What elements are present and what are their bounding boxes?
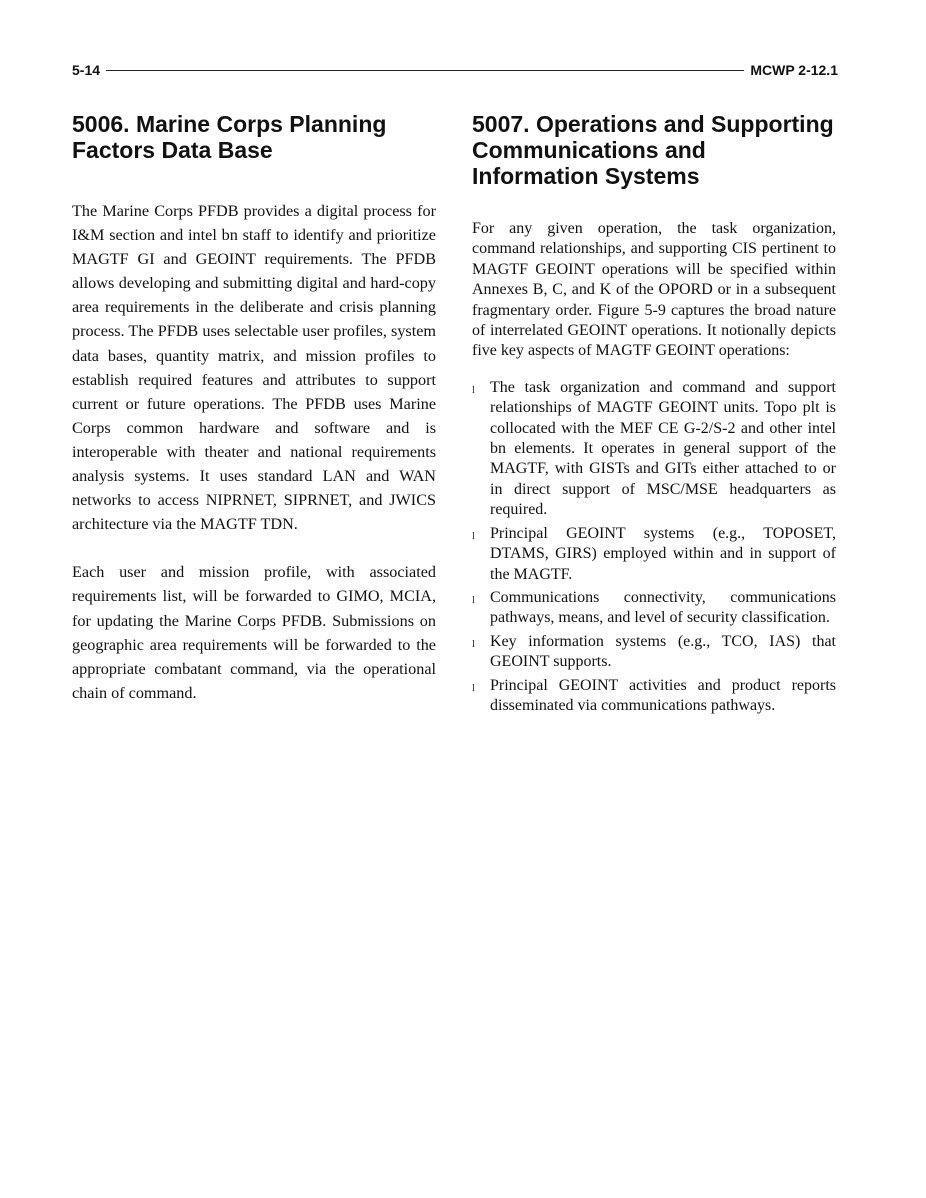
section-5006-heading: 5006. Marine Corps Planning Factors Data Base xyxy=(72,111,387,163)
list-item-text: Principal GEOINT activities and product reports disseminated via communications pathways. xyxy=(490,676,836,714)
list-item-text: The task organization and command and support relationships of MAGTF GEOINT units. Topo plt is collocated with the MEF CE G-2/S-2 and other intel bn elements. It operates in general support of the MAGTF, with GISTs and GITs either attached to or in direct support of MSC/MSE headquarters as required. xyxy=(490,378,836,519)
list-item xyxy=(472,676,836,717)
list-item-text: Principal GEOINT systems (e.g., TOPOSET, DTAMS, GIRS) employed within and in support of the MAGTF. xyxy=(490,524,836,583)
list-item xyxy=(472,632,836,673)
list-item-text: Communications connectivity, communications pathways, means, and level of security classification. xyxy=(490,588,836,627)
bullet-marker: l xyxy=(472,383,476,396)
bullet-marker: l xyxy=(472,681,476,694)
header-rule xyxy=(106,70,744,71)
section-5006-paragraph-2: Each user and mission profile, with associated requirements list, will be forwarded to GIMO, MCIA, for updating the Marine Corps PFDB. Submissions on geographic area requirements will be forwarded to the appropriate combatant command, via the operational chain of command. xyxy=(72,563,436,702)
list-item xyxy=(472,588,836,629)
bullet-marker: l xyxy=(472,593,476,606)
section-5006-paragraph-1: The Marine Corps PFDB provides a digital process for I&M section and intel bn staff to identify and prioritize MAGTF GI and GEOINT requirements. The PFDB allows developing and submitting digital and hard-copy area requirements in the deliberate and crisis planning process. The PFDB uses selectable user profiles, system data bases, quantity matrix, and mission profiles to establish required features and attributes to support current or future operations. The PFDB uses Marine Corps common hardware and software and is interoperable with theater and national requirements analysis systems. It uses standard LAN and WAN networks to access NIPRNET, SIPRNET, and JWICS architecture via the MAGTF TDN. xyxy=(72,202,436,534)
bullet-marker: l xyxy=(472,529,476,542)
publication-id: MCWP 2-12.1 xyxy=(750,62,838,78)
bullet-marker: l xyxy=(472,637,476,650)
section-5007-heading: 5007. Operations and Supporting Communications and Information Systems xyxy=(472,111,834,189)
running-header xyxy=(72,60,838,80)
right-column xyxy=(472,111,836,719)
page-number: 5-14 xyxy=(72,62,101,78)
left-column xyxy=(72,111,436,705)
key-aspects-list xyxy=(472,378,836,717)
section-5007-intro: For any given operation, the task organization, command relationships, and supporting CIS pertinent to MAGTF GEOINT operations will be specified within Annexes B, C, and K of the OPORD or in a subsequent fragmentary order. Figure 5-9 captures the broad nature of interrelated GEOINT operations. It notionally depicts five key aspects of MAGTF GEOINT operations: xyxy=(472,220,836,360)
list-item xyxy=(472,378,836,521)
list-item-text: Key information systems (e.g., TCO, IAS) that GEOINT supports. xyxy=(490,632,836,671)
list-item xyxy=(472,524,836,585)
